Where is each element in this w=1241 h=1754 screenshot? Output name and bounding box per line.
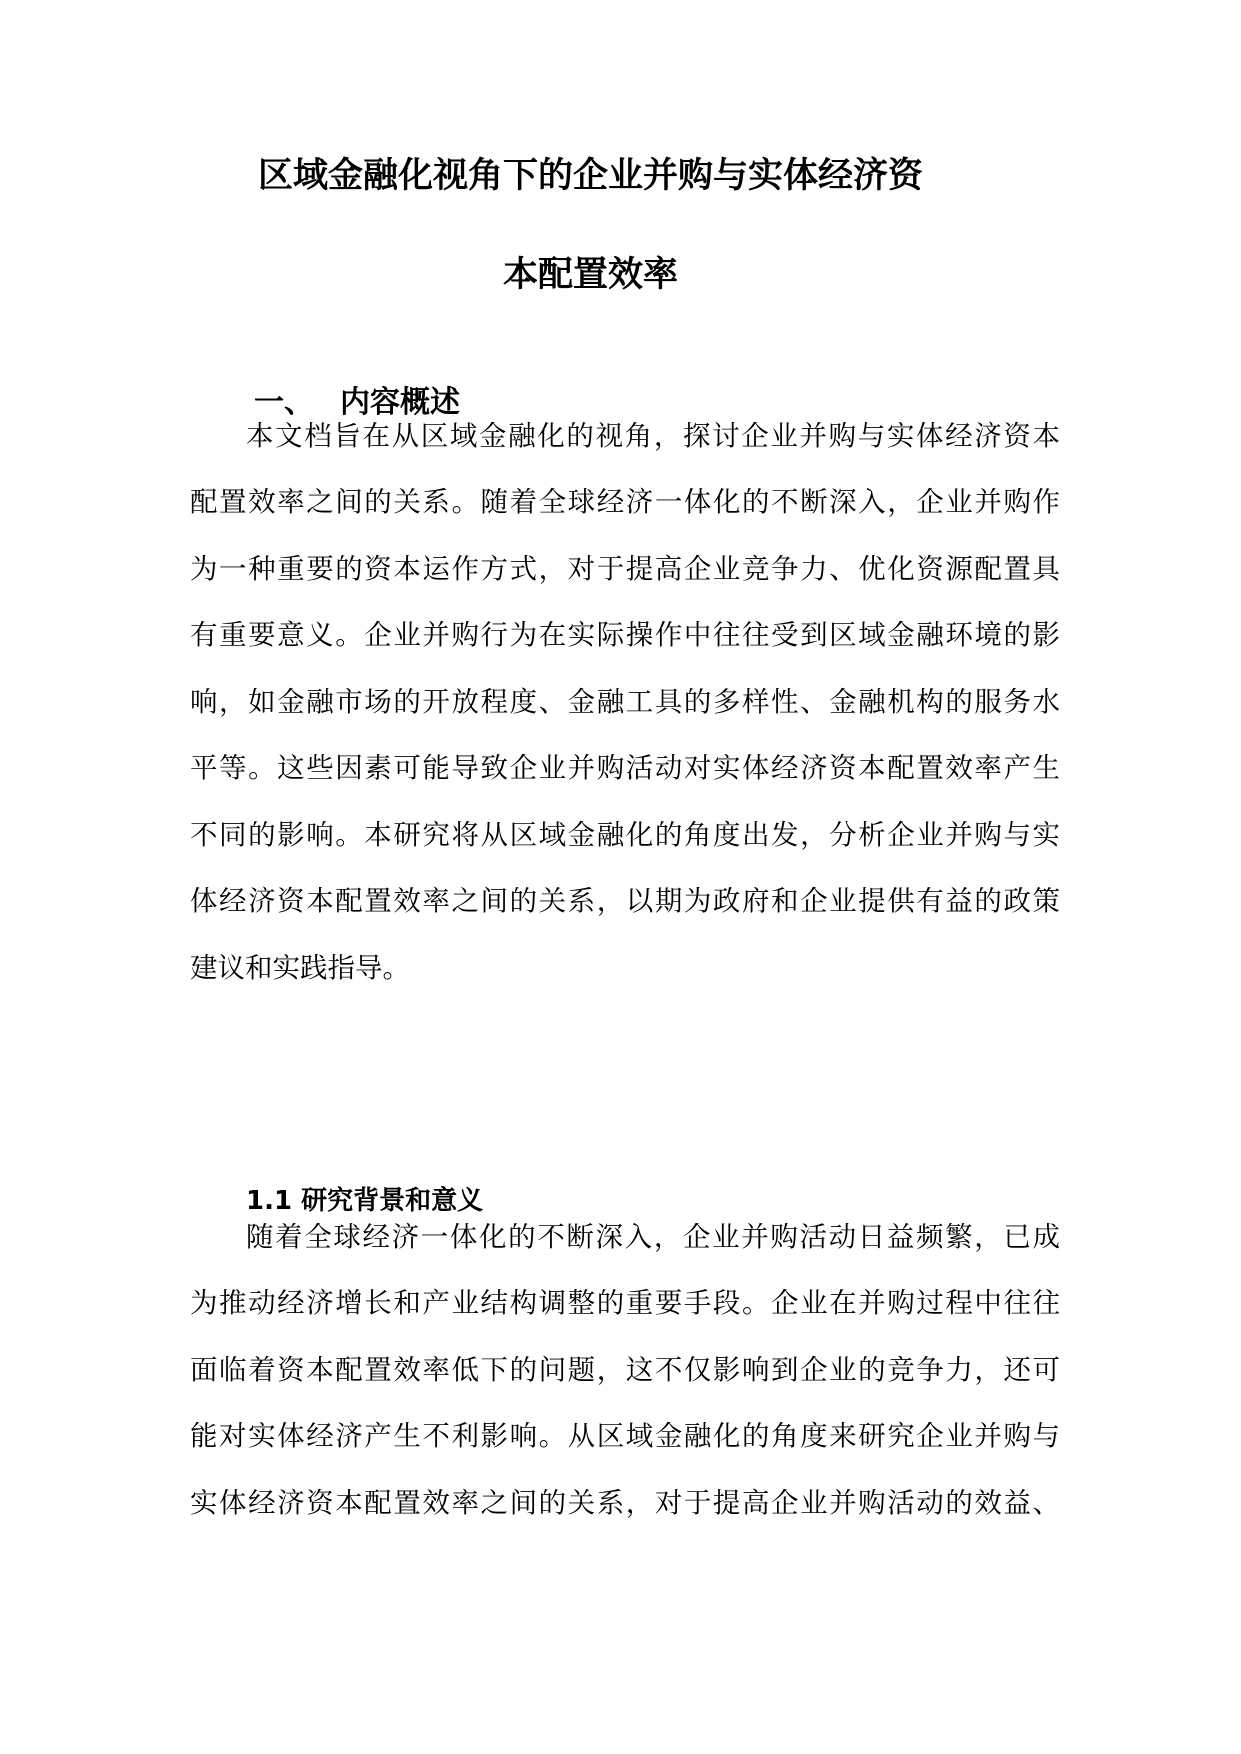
section-number: 一、	[254, 385, 314, 420]
document-title-line-1: 区域金融化视角下的企业并购与实体经济资	[257, 156, 923, 196]
paragraph-line: 不同的影响。本研究将从区域金融化的角度出发，分析企业并购与实	[190, 819, 1060, 851]
paragraph-line: 体经济资本配置效率之间的关系，以期为政府和企业提供有益的政策	[190, 885, 1060, 917]
paragraph-line: 配置效率之间的关系。随着全球经济一体化的不断深入，企业并购作	[190, 486, 1060, 518]
section-title: 内容概述	[340, 385, 460, 420]
section-heading-1-1: 1.1 研究背景和意义	[246, 1186, 484, 1216]
document-title-line-2: 本配置效率	[502, 255, 678, 295]
paragraph-line: 建议和实践指导。	[190, 952, 410, 984]
paragraph-line: 为一种重要的资本运作方式，对于提高企业竞争力、优化资源配置具	[190, 553, 1060, 585]
paragraph-line: 面临着资本配置效率低下的问题，这不仅影响到企业的竞争力，还可	[190, 1354, 1060, 1386]
paragraph-line: 为推动经济增长和产业结构调整的重要手段。企业在并购过程中往往	[190, 1287, 1060, 1319]
paragraph-line: 有重要意义。企业并购行为在实际操作中往往受到区域金融环境的影	[190, 619, 1060, 651]
paragraph-line: 本文档旨在从区域金融化的视角，探讨企业并购与实体经济资本	[246, 420, 1060, 452]
paragraph-line: 响，如金融市场的开放程度、金融工具的多样性、金融机构的服务水	[190, 686, 1060, 718]
paragraph-line: 平等。这些因素可能导致企业并购活动对实体经济资本配置效率产生	[190, 752, 1060, 784]
paragraph-line: 随着全球经济一体化的不断深入，企业并购活动日益频繁，已成	[246, 1221, 1060, 1253]
paragraph-line: 实体经济资本配置效率之间的关系，对于提高企业并购活动的效益、	[190, 1487, 1060, 1519]
paragraph-line: 能对实体经济产生不利影响。从区域金融化的角度来研究企业并购与	[190, 1420, 1060, 1452]
